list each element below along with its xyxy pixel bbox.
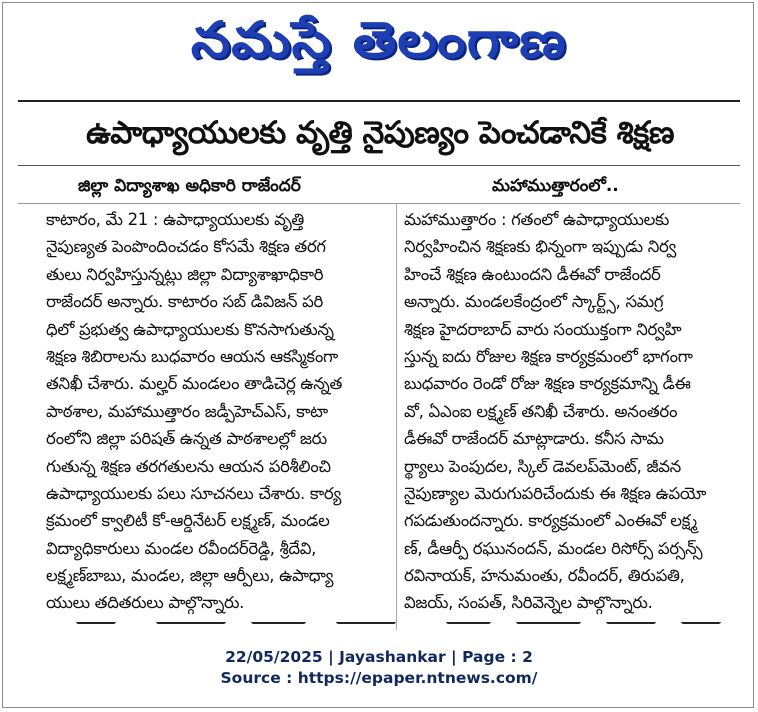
article-line: నైపుణ్యత పెంపొందించడం కోసమే శిక్షణ తరగ (46, 237, 326, 257)
article-line: రవినాయక్, హనుమంతు, రవీందర్, తిరుపతి, (404, 566, 685, 586)
article-line: శిక్షణ శిబిరాలను బుధవారం ఆయన ఆకస్మికంగా (46, 346, 338, 366)
article-line: ర్థ్యాలు పెంపుదల, స్కిల్ డెవలప్‌మెంట్, జీవన (404, 456, 681, 476)
clipping-top-rule (18, 100, 740, 102)
article-column-right (404, 206, 754, 617)
article-line: బుధవారం రెండో రోజు శిక్షణ కార్యక్రమాన్ని డీఈ (404, 374, 691, 394)
article-line: మహాముత్తారం : గతంలో ఉపాధ్యాయులకు (404, 210, 670, 229)
footer-date-edition: 22/05/2025 | Jayashankar | Page : 2 (225, 648, 533, 666)
article-line: ఉపాధ్యాయులకు పలు సూచనలు చేశారు. కార్య (46, 483, 341, 503)
article-line: శిక్షణ హైదరాబాద్ వారు సంయుక్తంగా నిర్వహి (404, 319, 682, 339)
article-line: క్రమంలో క్వాలిటీ కో-ఆర్డినేటర్ లక్ష్మణ్, మండల (46, 511, 330, 531)
headline-rule (18, 165, 740, 166)
article-subhead-left: జిల్లా విద్యాశాఖ అధికారి రాజేందర్ (78, 176, 301, 196)
article-line: పాఠశాల, మహాముత్తారం జడ్పీహెచ్ఎస్, కాటా (46, 401, 328, 421)
article-headline: ఉపాధ్యాయులకు వృత్తి నైపుణ్యం పెంచడానికే శిక్షణ (86, 115, 674, 151)
article-line: యులు తదితరులు పాల్గొన్నారు. (46, 593, 245, 613)
article-column-left (46, 206, 396, 617)
article-line: ధిలో ప్రభుత్వ ఉపాధ్యాయులకు కొనసాగుతున్న (46, 319, 334, 339)
column-divider (396, 204, 397, 630)
article-line: రాజేందర్ అన్నారు. కాటారం సబ్ డివిజన్ పరి (46, 292, 324, 312)
article-line: నైపుణ్యాల మెరుగుపరిచేందుకు ఈ శిక్షణ ఉపయో (404, 483, 707, 503)
source-footer (0, 647, 758, 689)
article-line: తనిఖీ చేశారు. మల్హర్ మండలం తాడిచెర్ల ఉన్నత (46, 374, 343, 394)
article-line: కాటారం, మే 21 : ఉపాధ్యాయులకు వృత్తి (46, 210, 305, 229)
article-line: తులు నిర్వహిస్తున్నట్లు జిల్లా విద్యాశాఖాధికారి (46, 264, 324, 284)
article-line: ణ్, డీఆర్పీ రఘునందన్, మండల రిసోర్స్ పర్సన్స్ (404, 538, 703, 558)
article-line: గపడుతుందన్నారు. కార్యక్రమంలో ఎంఈవో లక్ష్మ (404, 511, 697, 531)
article-line: స్తున్న ఐదు రోజుల శిక్షణ కార్యక్రమంలో భాగంగా (404, 346, 693, 366)
article-line: గుతున్న శిక్షణ తరగతులను ఆయన పరిశీలించి (46, 456, 331, 476)
article-line: విద్యాధికారులు మండల రవీందర్‌రెడ్డి, శ్రీదేవి, (46, 538, 317, 558)
newspaper-logo: నమస్తే తెలంగాణ (191, 11, 567, 69)
subhead-rule (18, 203, 740, 204)
article-line: డీఈవో రాజేందర్ మాట్లాడారు. కనీస సామ (404, 429, 664, 449)
clipped-text-edge (46, 622, 740, 632)
article-line: రంలోని జిల్లా పరిషత్ ఉన్నత పాఠశాలల్లో జరు (46, 429, 327, 449)
masthead (0, 6, 758, 78)
article-line: హించే శిక్షణ ఉంటుందని డీఈవో రాజేందర్ (404, 264, 661, 284)
footer-source-url: Source : https://epaper.ntnews.com/ (220, 669, 538, 687)
article-line: వో, ఏఎంఐ లక్ష్మణ్ తనిఖీ చేశారు. అనంతరం (404, 401, 678, 421)
article-line: విజయ్, సంపత్, సిరివెన్నెల పాల్గొన్నారు. (404, 593, 653, 613)
article-line: అన్నారు. మండలకేంద్రంలో స్కార్ట్స్, సమగ్ర (404, 292, 664, 312)
article-line: లక్ష్మణ్‌బాబు, మండల, జిల్లా ఆర్పీలు, ఉపాధ్యా (46, 566, 334, 586)
article-line: నిర్వహించిన శిక్షణకు భిన్నంగా ఇప్పుడు నిర్వ (404, 237, 677, 257)
article-subhead-right: మహాముత్తారంలో.. (492, 176, 619, 196)
